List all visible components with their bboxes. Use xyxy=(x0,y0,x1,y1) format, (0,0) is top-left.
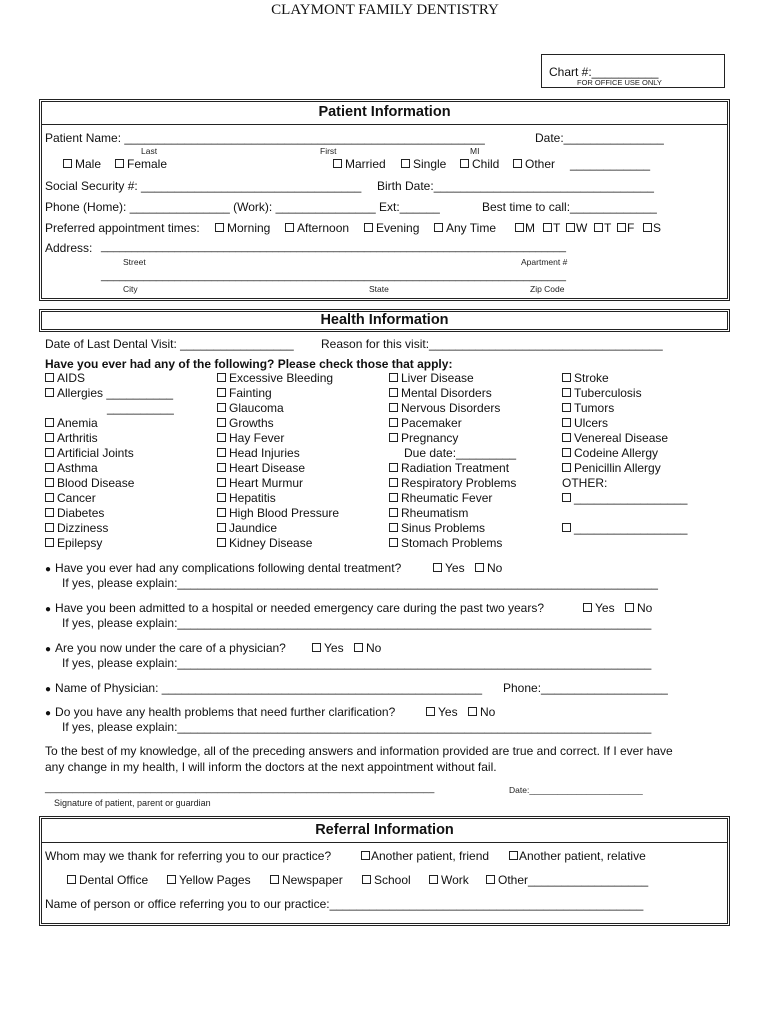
other-status-checkbox[interactable] xyxy=(513,159,522,168)
conditions-col-3 xyxy=(389,371,516,551)
phone-field[interactable]: Phone (Home): _______________ (Work): _______________ Ext:______ xyxy=(45,200,440,214)
condition-item[interactable] xyxy=(562,371,687,386)
condition-item[interactable] xyxy=(45,476,174,491)
condition-item[interactable] xyxy=(389,431,516,446)
condition-checkbox[interactable] xyxy=(217,448,226,457)
pref-anytime-option[interactable] xyxy=(434,221,496,235)
single-option[interactable] xyxy=(401,157,446,171)
condition-item[interactable] xyxy=(562,446,687,461)
other-status-label: Other xyxy=(525,157,556,171)
q2-no-option[interactable] xyxy=(625,601,652,615)
yes-checkbox[interactable] xyxy=(426,707,435,716)
referral-friend-checkbox[interactable] xyxy=(361,851,370,860)
physician-phone-field[interactable]: Phone:___________________ xyxy=(503,681,668,695)
day-t2-option[interactable] xyxy=(594,221,611,235)
female-label: Female xyxy=(127,157,168,171)
q3-no-option[interactable] xyxy=(354,641,381,655)
married-label: Married xyxy=(345,157,386,171)
condition-checkbox[interactable] xyxy=(389,508,398,517)
no-checkbox[interactable] xyxy=(625,603,634,612)
bullet-icon: ● xyxy=(45,604,52,615)
condition-label: Hepatitis xyxy=(229,491,276,505)
referral-work-label: Work xyxy=(441,873,469,887)
q1-yes-option[interactable] xyxy=(433,561,465,575)
day-m-option[interactable] xyxy=(515,221,535,235)
referral-school-checkbox[interactable] xyxy=(362,875,371,884)
condition-checkbox[interactable] xyxy=(217,493,226,502)
due-date-field[interactable] xyxy=(389,446,516,461)
condition-checkbox[interactable] xyxy=(562,523,571,532)
no-checkbox[interactable] xyxy=(468,707,477,716)
condition-checkbox[interactable] xyxy=(217,463,226,472)
referral-info-divider xyxy=(41,842,728,843)
condition-checkbox[interactable] xyxy=(562,373,571,382)
condition-item[interactable] xyxy=(217,521,339,536)
statement-line-2: any change in my health, I will inform the doctors at the next appointment without fail. xyxy=(45,760,497,774)
no-label: No xyxy=(366,641,382,655)
preferred-times-label: Preferred appointment times: xyxy=(45,221,200,235)
condition-item[interactable] xyxy=(217,401,339,416)
male-label: Male xyxy=(75,157,102,171)
question-text: Have you ever had any complications following dental treatment? xyxy=(55,561,402,575)
sublabel-mi: MI xyxy=(470,146,480,156)
referral-other-option[interactable] xyxy=(486,873,648,887)
referral-yellow-pages-option[interactable] xyxy=(167,873,251,887)
condition-checkbox[interactable] xyxy=(389,388,398,397)
condition-label: Dizziness xyxy=(57,521,109,535)
sublabel-zip: Zip Code xyxy=(530,284,565,294)
birth-date-field[interactable]: Birth Date:_________________________________ xyxy=(377,179,654,193)
condition-checkbox[interactable] xyxy=(389,463,398,472)
day-w-checkbox[interactable] xyxy=(566,223,575,232)
condition-item[interactable] xyxy=(45,506,174,521)
sublabel-state: State xyxy=(369,284,389,294)
signature-label: Signature of patient, parent or guardian xyxy=(54,798,211,808)
condition-label: Anemia xyxy=(57,416,98,430)
condition-checkbox[interactable] xyxy=(389,433,398,442)
condition-label: Excessive Bleeding xyxy=(229,371,334,385)
day-m-checkbox[interactable] xyxy=(515,223,524,232)
condition-item[interactable] xyxy=(562,431,687,446)
bullet-icon: ● xyxy=(45,684,52,695)
yes-label: Yes xyxy=(445,561,465,575)
condition-checkbox[interactable] xyxy=(217,523,226,532)
male-option[interactable] xyxy=(63,157,101,171)
condition-item[interactable] xyxy=(562,461,687,476)
condition-label: Glaucoma xyxy=(229,401,284,415)
condition-label: Sinus Problems xyxy=(401,521,486,535)
referral-friend-label: Another patient, friend xyxy=(371,849,490,863)
condition-label: OTHER: xyxy=(562,476,608,490)
condition-label: Heart Disease xyxy=(229,461,306,475)
condition-item[interactable] xyxy=(45,446,174,461)
no-checkbox[interactable] xyxy=(354,643,363,652)
conditions-col-4 xyxy=(562,371,687,536)
condition-checkbox[interactable] xyxy=(217,538,226,547)
condition-item[interactable] xyxy=(389,401,516,416)
condition-checkbox[interactable] xyxy=(562,388,571,397)
pref-evening-checkbox[interactable] xyxy=(364,223,373,232)
condition-checkbox[interactable] xyxy=(562,493,571,502)
condition-label: Mental Disorders xyxy=(401,386,492,400)
condition-label: Radiation Treatment xyxy=(401,461,510,475)
condition-checkbox[interactable] xyxy=(217,388,226,397)
q2-explain-field[interactable]: If yes, please explain:_______________________________________________________________________ xyxy=(62,616,652,630)
condition-label: AIDS xyxy=(57,371,86,385)
q1-explain-field[interactable]: If yes, please explain:________________________________________________________________________ xyxy=(62,576,658,590)
other-condition-item[interactable] xyxy=(562,491,687,506)
condition-item[interactable] xyxy=(217,536,339,551)
other-status-field[interactable]: ____________ xyxy=(570,157,651,171)
condition-item[interactable] xyxy=(45,431,174,446)
day-t1-label: T xyxy=(553,221,561,235)
condition-item[interactable] xyxy=(45,521,174,536)
day-m-label: M xyxy=(525,221,535,235)
conditions-question: Have you ever had any of the following? Please check those that apply: xyxy=(45,357,453,371)
referral-newspaper-option[interactable] xyxy=(270,873,343,887)
married-checkbox[interactable] xyxy=(333,159,342,168)
child-label: Child xyxy=(472,157,500,171)
pref-morning-checkbox[interactable] xyxy=(215,223,224,232)
pref-afternoon-option[interactable] xyxy=(285,221,349,235)
question-text: Do you have any health problems that need further clarification? xyxy=(55,705,396,719)
referral-relative-label: Another patient, relative xyxy=(519,849,646,863)
married-option[interactable] xyxy=(333,157,386,171)
condition-item[interactable] xyxy=(45,536,174,551)
day-f-label: F xyxy=(627,221,635,235)
yes-label: Yes xyxy=(595,601,615,615)
condition-label: Venereal Disease xyxy=(574,431,669,445)
day-t1-option[interactable] xyxy=(543,221,560,235)
condition-item[interactable] xyxy=(217,461,339,476)
condition-checkbox[interactable] xyxy=(217,403,226,412)
referral-school-option[interactable] xyxy=(362,873,411,887)
conditions-col-1 xyxy=(45,371,174,551)
q4-explain-field[interactable]: If yes, please explain:_______________________________________________________________________ xyxy=(62,720,652,734)
referral-name-field[interactable]: Name of person or office referring you to our practice:_______________________________________________ xyxy=(45,897,644,911)
office-title: CLAYMONT FAMILY DENTISTRY xyxy=(271,2,499,18)
condition-item[interactable] xyxy=(562,416,687,431)
condition-item[interactable] xyxy=(45,491,174,506)
last-visit-field[interactable]: Date of Last Dental Visit: _________________ xyxy=(45,337,294,351)
condition-checkbox[interactable] xyxy=(45,538,54,547)
spacer xyxy=(562,506,687,521)
day-f-checkbox[interactable] xyxy=(617,223,626,232)
day-w-option[interactable] xyxy=(566,221,587,235)
ssn-field[interactable]: Social Security #: _________________________________ xyxy=(45,179,362,193)
condition-label: Rheumatic Fever xyxy=(401,491,493,505)
pref-morning-label: Morning xyxy=(227,221,271,235)
question-text: Are you now under the care of a physician? xyxy=(55,641,286,655)
condition-label: Fainting xyxy=(229,386,272,400)
question-clarification xyxy=(45,705,395,719)
condition-checkbox[interactable] xyxy=(389,523,398,532)
yes-checkbox[interactable] xyxy=(433,563,442,572)
pref-evening-option[interactable] xyxy=(364,221,419,235)
condition-label: Codeine Allergy xyxy=(574,446,659,460)
condition-checkbox[interactable] xyxy=(45,388,54,397)
condition-item[interactable] xyxy=(217,491,339,506)
pref-anytime-checkbox[interactable] xyxy=(434,223,443,232)
condition-item[interactable] xyxy=(389,476,516,491)
condition-item[interactable] xyxy=(389,416,516,431)
no-checkbox[interactable] xyxy=(475,563,484,572)
condition-label: _________________ xyxy=(574,521,688,535)
condition-item[interactable] xyxy=(217,386,339,401)
condition-item[interactable] xyxy=(389,506,516,521)
referral-dental-office-label: Dental Office xyxy=(79,873,149,887)
question-hospital xyxy=(45,601,544,615)
condition-label: Arthritis xyxy=(57,431,98,445)
condition-label: Tumors xyxy=(574,401,615,415)
condition-label: Cancer xyxy=(57,491,96,505)
condition-item[interactable] xyxy=(389,461,516,476)
condition-label: Jaundice xyxy=(229,521,278,535)
physician-name-field[interactable] xyxy=(45,681,482,695)
other-label xyxy=(562,476,687,491)
pref-afternoon-checkbox[interactable] xyxy=(285,223,294,232)
day-t2-label: T xyxy=(604,221,612,235)
condition-checkbox[interactable] xyxy=(45,373,54,382)
pref-morning-option[interactable] xyxy=(215,221,270,235)
condition-label: Blood Disease xyxy=(57,476,135,490)
yes-label: Yes xyxy=(438,705,458,719)
referral-school-label: School xyxy=(374,873,411,887)
condition-item[interactable] xyxy=(45,416,174,431)
child-checkbox[interactable] xyxy=(460,159,469,168)
yes-checkbox[interactable] xyxy=(312,643,321,652)
condition-label: __________ xyxy=(107,401,174,415)
physician-label: Name of Physician: ________________________________________________ xyxy=(55,681,483,695)
single-checkbox[interactable] xyxy=(401,159,410,168)
q3-explain-field[interactable]: If yes, please explain:_______________________________________________________________________ xyxy=(62,656,652,670)
day-t1-checkbox[interactable] xyxy=(543,223,552,232)
condition-label: Respiratory Problems xyxy=(401,476,517,490)
other-condition-item[interactable] xyxy=(562,521,687,536)
single-label: Single xyxy=(413,157,447,171)
visit-reason-field[interactable]: Reason for this visit:___________________________________ xyxy=(321,337,663,351)
pref-anytime-label: Any Time xyxy=(446,221,497,235)
patient-info-header: Patient Information xyxy=(318,104,451,120)
condition-checkbox[interactable] xyxy=(45,448,54,457)
condition-item[interactable] xyxy=(217,416,339,431)
condition-label: _________________ xyxy=(574,491,688,505)
condition-item[interactable] xyxy=(389,371,516,386)
condition-label: Stomach Problems xyxy=(401,536,503,550)
referral-relative-option[interactable] xyxy=(509,849,646,863)
condition-item[interactable] xyxy=(217,371,339,386)
sublabel-city: City xyxy=(123,284,138,294)
condition-item[interactable] xyxy=(45,371,174,386)
condition-item[interactable] xyxy=(217,506,339,521)
day-f-option[interactable] xyxy=(617,221,634,235)
referral-dental-office-option[interactable] xyxy=(67,873,148,887)
condition-checkbox[interactable] xyxy=(562,403,571,412)
health-info-header: Health Information xyxy=(320,312,449,328)
condition-label: Tuberculosis xyxy=(574,386,642,400)
condition-checkbox[interactable] xyxy=(45,493,54,502)
condition-checkbox[interactable] xyxy=(45,463,54,472)
question-text: Have you been admitted to a hospital or needed emergency care during the past two years? xyxy=(55,601,545,615)
patient-info-divider xyxy=(41,124,728,125)
condition-item[interactable] xyxy=(45,461,174,476)
referral-relative-checkbox[interactable] xyxy=(509,851,518,860)
condition-label: Epilepsy xyxy=(57,536,103,550)
conditions-col-2 xyxy=(217,371,339,551)
sublabel-first: First xyxy=(320,146,337,156)
condition-item[interactable] xyxy=(389,386,516,401)
condition-item[interactable] xyxy=(45,386,174,401)
sublabel-apartment: Apartment # xyxy=(521,257,568,267)
day-t2-checkbox[interactable] xyxy=(594,223,603,232)
condition-label: Head Injuries xyxy=(229,446,300,460)
female-option[interactable] xyxy=(115,157,167,171)
no-label: No xyxy=(637,601,653,615)
referral-question: Whom may we thank for referring you to our practice? xyxy=(45,849,332,863)
day-s-option[interactable] xyxy=(643,221,661,235)
referral-yellow-pages-checkbox[interactable] xyxy=(167,875,176,884)
pref-afternoon-label: Afternoon xyxy=(297,221,350,235)
condition-label: Asthma xyxy=(57,461,98,475)
day-s-label: S xyxy=(653,221,662,235)
day-w-label: W xyxy=(576,221,588,235)
condition-label: Liver Disease xyxy=(401,371,474,385)
condition-label: Due date:_________ xyxy=(404,446,517,460)
condition-checkbox[interactable] xyxy=(389,493,398,502)
other-status-option[interactable] xyxy=(513,157,555,171)
condition-label: High Blood Pressure xyxy=(229,506,340,520)
condition-item[interactable] xyxy=(217,476,339,491)
signature-field[interactable]: ______________________________________________________________________ xyxy=(45,783,435,794)
referral-other-checkbox[interactable] xyxy=(486,875,495,884)
condition-checkbox[interactable] xyxy=(217,373,226,382)
pref-evening-label: Evening xyxy=(376,221,420,235)
no-label: No xyxy=(487,561,503,575)
referral-yellow-pages-label: Yellow Pages xyxy=(179,873,251,887)
condition-checkbox[interactable] xyxy=(45,418,54,427)
yes-label: Yes xyxy=(324,641,344,655)
referral-work-option[interactable] xyxy=(429,873,469,887)
q4-no-option[interactable] xyxy=(468,705,495,719)
condition-label: Allergies __________ xyxy=(57,386,174,400)
condition-checkbox[interactable] xyxy=(389,418,398,427)
statement-line-1: To the best of my knowledge, all of the preceding answers and information provided are true and correct. If I ever have xyxy=(45,744,673,758)
condition-label: Stroke xyxy=(574,371,609,385)
condition-checkbox[interactable] xyxy=(562,418,571,427)
condition-label: Pacemaker xyxy=(401,416,462,430)
signature-date-field[interactable]: Date:________________________ xyxy=(509,785,643,795)
male-checkbox[interactable] xyxy=(63,159,72,168)
sublabel-street: Street xyxy=(123,257,146,267)
condition-checkbox[interactable] xyxy=(217,478,226,487)
condition-item[interactable] xyxy=(562,386,687,401)
question-complications xyxy=(45,561,401,575)
bullet-icon: ● xyxy=(45,564,52,575)
condition-checkbox[interactable] xyxy=(562,463,571,472)
referral-dental-office-checkbox[interactable] xyxy=(67,875,76,884)
condition-checkbox[interactable] xyxy=(217,433,226,442)
best-time-field[interactable]: Best time to call:_____________ xyxy=(482,200,657,214)
condition-label: Rheumatism xyxy=(401,506,469,520)
date-field[interactable]: Date:_______________ xyxy=(535,131,664,145)
condition-checkbox[interactable] xyxy=(389,538,398,547)
condition-item[interactable] xyxy=(562,401,687,416)
sublabel-last: Last xyxy=(141,146,158,156)
child-option[interactable] xyxy=(460,157,499,171)
condition-label: Nervous Disorders xyxy=(401,401,501,415)
allergies-extra-line[interactable] xyxy=(45,401,174,416)
condition-checkbox[interactable] xyxy=(389,478,398,487)
condition-item[interactable] xyxy=(389,491,516,506)
condition-checkbox[interactable] xyxy=(389,373,398,382)
referral-newspaper-checkbox[interactable] xyxy=(270,875,279,884)
referral-newspaper-label: Newspaper xyxy=(282,873,343,887)
office-use-note: FOR OFFICE USE ONLY xyxy=(577,78,662,87)
condition-item[interactable] xyxy=(217,446,339,461)
condition-label: Penicillin Allergy xyxy=(574,461,661,475)
q1-no-option[interactable] xyxy=(475,561,502,575)
condition-checkbox[interactable] xyxy=(562,433,571,442)
condition-checkbox[interactable] xyxy=(217,508,226,517)
condition-label: Hay Fever xyxy=(229,431,285,445)
question-physician-care xyxy=(45,641,286,655)
condition-label: Pregnancy xyxy=(401,431,459,445)
referral-other-label: Other__________________ xyxy=(498,873,649,887)
condition-checkbox[interactable] xyxy=(562,448,571,457)
condition-label: Artificial Joints xyxy=(57,446,134,460)
q4-yes-option[interactable] xyxy=(426,705,458,719)
condition-checkbox[interactable] xyxy=(217,418,226,427)
condition-label: Ulcers xyxy=(574,416,609,430)
address-line-1[interactable]: ____________________________________________________________________________ xyxy=(101,241,566,253)
patient-name-field[interactable]: Patient Name: ______________________________________________________ xyxy=(45,131,485,145)
condition-checkbox[interactable] xyxy=(45,508,54,517)
q2-yes-option[interactable] xyxy=(583,601,615,615)
address-label: Address: xyxy=(45,241,93,255)
address-line-2[interactable]: ____________________________________________________________________________ xyxy=(101,270,566,282)
condition-checkbox[interactable] xyxy=(45,478,54,487)
bullet-icon: ● xyxy=(45,708,52,719)
condition-checkbox[interactable] xyxy=(45,523,54,532)
condition-item[interactable] xyxy=(217,431,339,446)
q3-yes-option[interactable] xyxy=(312,641,344,655)
day-s-checkbox[interactable] xyxy=(643,223,652,232)
condition-label: Diabetes xyxy=(57,506,105,520)
condition-label: Growths xyxy=(229,416,274,430)
no-label: No xyxy=(480,705,496,719)
condition-label: Kidney Disease xyxy=(229,536,313,550)
condition-label: Heart Murmur xyxy=(229,476,304,490)
referral-friend-option[interactable] xyxy=(361,849,489,863)
condition-item[interactable] xyxy=(389,536,516,551)
yes-checkbox[interactable] xyxy=(583,603,592,612)
referral-info-header: Referral Information xyxy=(315,822,454,838)
condition-checkbox[interactable] xyxy=(45,433,54,442)
chart-number-field[interactable]: Chart #:__________ xyxy=(549,65,659,79)
female-checkbox[interactable] xyxy=(115,159,124,168)
referral-work-checkbox[interactable] xyxy=(429,875,438,884)
condition-item[interactable] xyxy=(389,521,516,536)
bullet-icon: ● xyxy=(45,644,52,655)
condition-checkbox[interactable] xyxy=(389,403,398,412)
